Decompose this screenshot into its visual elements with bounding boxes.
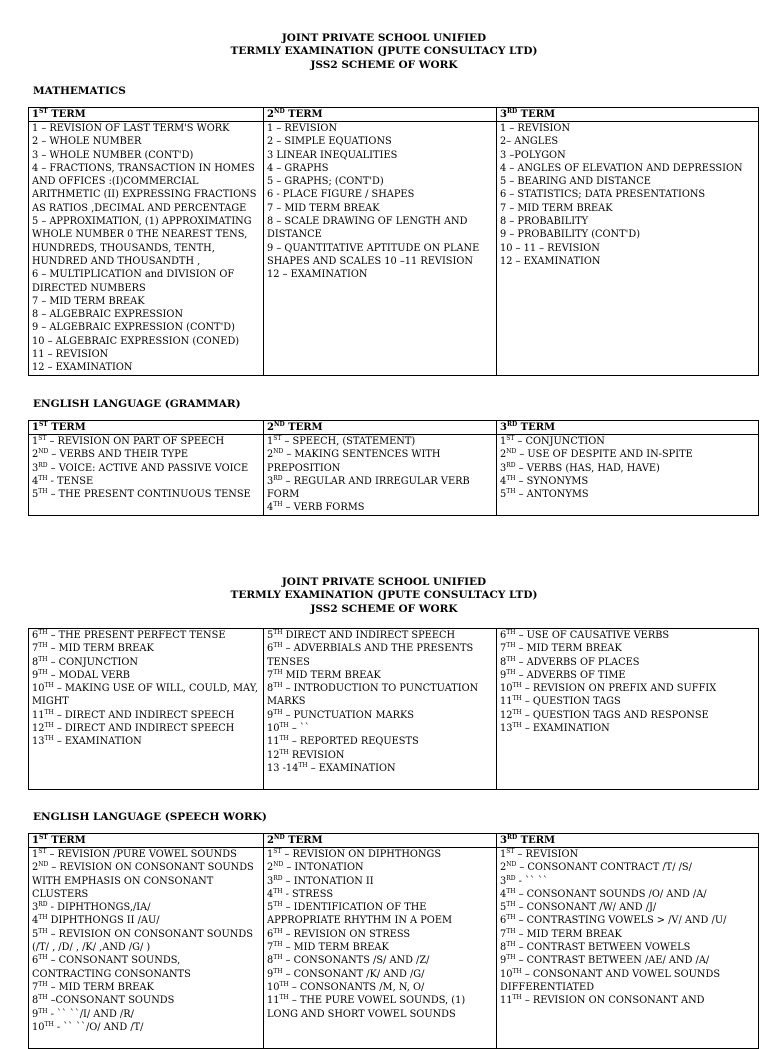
list-item: 9TH – PUNCTUATION MARKS	[267, 708, 415, 721]
table-header-row	[29, 108, 759, 122]
list-item: 6TH – CONSONANT SOUNDS, CONTRACTING CONSONANTS	[32, 954, 191, 980]
term-ordinal-suffix: ST	[38, 421, 48, 428]
speech-term2-cell	[264, 848, 497, 1049]
term-label: TERM	[47, 422, 86, 433]
list-item: 2ND – REVISION ON CONSONANT SOUNDS WITH EMPHASIS ON CONSONANT CLUSTERS	[32, 861, 254, 900]
list-item: 11TH – DIRECT AND INDIRECT SPEECH	[32, 708, 235, 721]
term-header	[29, 834, 264, 848]
term-label: TERM	[284, 422, 323, 433]
list-item: 1ST – REVISION ON DIPHTHONGS	[267, 848, 442, 860]
list-item: 5TH – ANTONYMS	[500, 488, 589, 501]
term-label: TERM	[284, 109, 323, 120]
list-item: 1ST – REVISION /PURE VOWEL SOUNDS	[32, 848, 237, 860]
list-item: 1ST – SPEECH, (STATEMENT)	[267, 435, 416, 447]
term-number: 1	[32, 109, 39, 120]
list-item: 13TH – EXAMINATION	[32, 735, 142, 748]
list-item: 8TH – CONJUNCTION	[32, 655, 138, 668]
list-item: 7TH – MID TERM BREAK	[267, 941, 389, 954]
list-item: 5TH – THE PRESENT CONTINUOUS TENSE	[32, 488, 251, 501]
list-item: 1ST – REVISION ON PART OF SPEECH	[32, 435, 225, 447]
term-ordinal-suffix: RD	[506, 421, 518, 428]
list-item: 10TH – MAKING USE OF WILL, COULD, MAY, MIGHT	[32, 682, 259, 708]
english-speech-title: ENGLISH LANGUAGE (SPEECH WORK)	[33, 811, 267, 823]
scheme-title: JSS2 SCHEME OF WORK	[310, 602, 458, 615]
exam-title: TERMLY EXAMINATION (JPUTE CONSULTACY LTD)	[230, 45, 538, 58]
mathematics-title: MATHEMATICS	[33, 85, 126, 97]
list-item: 10TH – REVISION ON PREFIX AND SUFFIX	[500, 682, 717, 695]
list-item: 8TH – INTRODUCTION TO PUNCTUATION MARKS	[267, 682, 479, 708]
list-item: 13TH – EXAMINATION	[500, 722, 610, 735]
list-item: 11TH – THE PURE VOWEL SOUNDS, (1) LONG AND SHORT VOWEL SOUNDS	[267, 994, 466, 1020]
list-item: 1ST – CONJUNCTION	[500, 435, 605, 447]
term-header	[264, 421, 497, 435]
table-row	[29, 848, 759, 1049]
term-ordinal-suffix: RD	[506, 108, 518, 115]
list-item: 5TH – REVISION ON CONSONANT SOUNDS (/T/ , /D/ , /K/ ,AND /G/ )	[32, 927, 253, 954]
list-item: 6TH – THE PRESENT PERFECT TENSE	[32, 629, 226, 641]
list-item: 13 -14TH – EXAMINATION	[267, 761, 396, 774]
speech-table	[28, 833, 759, 1049]
term-number: 1	[32, 422, 39, 433]
grammar-table-part1	[28, 420, 759, 516]
list-item: 2ND – CONSONANT CONTRACT /T/ /S/	[500, 861, 692, 874]
term-number: 3	[500, 109, 507, 120]
document-header-repeat	[0, 576, 768, 616]
list-item: 1ST – REVISION	[500, 848, 579, 860]
list-item: 8TH –CONSONANT SOUNDS	[32, 994, 175, 1007]
table-header-row	[29, 834, 759, 848]
list-item: 5TH DIRECT AND INDIRECT SPEECH	[267, 629, 456, 641]
list-item: 12TH – QUESTION TAGS AND RESPONSE	[500, 708, 709, 721]
term-number: 2	[267, 422, 274, 433]
term-number: 3	[500, 835, 507, 846]
term-header	[29, 108, 264, 122]
math-term1-cell: 1 – REVISION OF LAST TERM'S WORK 2 – WHOLE NUMBER 3 – WHOLE NUMBER (CONT'D) 4 – FRACTIONS, TRANSACTION IN HOMES AND OFFICES :(I)COMMERCIAL ARITHMETIC (II) EXPRESSING FRACTIONS AS RATIOS ,DECIMAL AND PERCENTAGE 5 – APPROXIMATION, (1) APPROXIMATING WHOLE NUMBER 0 THE NEAREST TENS, HUNDREDS, THOUSANDS, TENTH, HUNDRED AND THOUSANDTH , 6 – MULTIPLICATION and DIVISION OF DIRECTED NUMBERS 7 – MID TERM BREAK 8 – ALGEBRAIC EXPRESSION 9 – ALGEBRAIC EXPRESSION (CONT'D) 10 – ALGEBRAIC EXPRESSION (CONED) 11 – REVISION 12 – EXAMINATION	[29, 122, 264, 376]
scheme-title: JSS2 SCHEME OF WORK	[310, 58, 458, 71]
term-ordinal-suffix: ND	[273, 421, 285, 428]
list-item: 9TH – CONSONANT /K/ AND /G/	[267, 967, 425, 980]
list-item: 3RD – INTONATION II	[267, 874, 374, 887]
list-item: 12TH – DIRECT AND INDIRECT SPEECH	[32, 722, 235, 735]
list-item: 7TH MID TERM BREAK	[267, 668, 381, 681]
list-item: 3RD – VERBS (HAS, HAD, HAVE)	[500, 461, 660, 474]
school-name: JOINT PRIVATE SCHOOL UNIFIED	[281, 576, 487, 588]
term-label: TERM	[517, 109, 556, 120]
list-item: 10TH - `` ``/O/ AND /T/	[32, 1020, 144, 1033]
grammar-term1-cell	[29, 629, 264, 790]
list-item: 2ND – INTONATION	[267, 861, 364, 874]
list-item: 9TH – MODAL VERB	[32, 668, 131, 681]
term-label: TERM	[517, 422, 556, 433]
exam-title: TERMLY EXAMINATION (JPUTE CONSULTACY LTD)	[230, 589, 538, 602]
grammar-term2-cell	[264, 435, 497, 516]
list-item: 6TH – ADVERBIALS AND THE PRESENTS TENSES	[267, 642, 474, 668]
list-item: 8TH – ADVERBS OF PLACES	[500, 655, 640, 668]
table-row	[29, 629, 759, 790]
document-header-top	[0, 32, 768, 72]
list-item: 3RD – VOICE: ACTIVE AND PASSIVE VOICE	[32, 461, 249, 474]
list-item: 8TH – CONSONANTS /S/ AND /Z/	[267, 954, 430, 967]
grammar-table-part2	[28, 628, 759, 790]
list-item: 4TH DIPHTHONGS II /AU/	[32, 914, 160, 927]
term-number: 2	[267, 109, 274, 120]
list-item: 4TH – SYNONYMS	[500, 474, 589, 487]
table-row	[29, 122, 759, 376]
list-item: 9TH – CONTRAST BETWEEN /AE/ AND /A/	[500, 954, 710, 967]
list-item: 11TH – REVISION ON CONSONANT AND	[500, 994, 705, 1007]
school-name: JOINT PRIVATE SCHOOL UNIFIED	[281, 32, 487, 44]
term-label: TERM	[47, 835, 86, 846]
term-label: TERM	[517, 835, 556, 846]
list-item: 12TH REVISION	[267, 748, 345, 761]
term-ordinal-suffix: ST	[38, 108, 48, 115]
grammar-term3-cell	[497, 629, 759, 790]
grammar-term2-cell	[264, 629, 497, 790]
grammar-term1-cell	[29, 435, 264, 516]
table-header-row	[29, 421, 759, 435]
term-ordinal-suffix: ND	[273, 834, 285, 841]
list-item: 10TH – ``	[267, 722, 310, 735]
list-item: 5TH – CONSONANT /W/ AND /J/	[500, 901, 657, 914]
term-number: 1	[32, 835, 39, 846]
list-item: 7TH – MID TERM BREAK	[32, 980, 154, 993]
term-label: TERM	[284, 835, 323, 846]
list-item: 3RD – REGULAR AND IRREGULAR VERB FORM	[267, 474, 470, 501]
math-term3-cell: 1 – REVISION 2– ANGLES 3 –POLYGON 4 – ANGLES OF ELEVATION AND DEPRESSION 5 – BEARING AND DISTANCE 6 – STATISTICS; DATA PRESENTATIONS 7 – MID TERM BREAK 8 – PROBABILITY 9 – PROBABILITY (CONT'D) 10 – 11 – REVISION 12 – EXAMINATION	[497, 122, 759, 376]
table-row	[29, 435, 759, 516]
list-item: 8TH – CONTRAST BETWEEN VOWELS	[500, 941, 691, 954]
list-item: 9TH – ADVERBS OF TIME	[500, 668, 626, 681]
term-number: 3	[500, 422, 507, 433]
term-header	[497, 834, 759, 848]
term-header	[29, 421, 264, 435]
list-item: 10TH – CONSONANT AND VOWEL SOUNDS DIFFERENTIATED	[500, 967, 721, 993]
list-item: 4TH - STRESS	[267, 887, 334, 900]
list-item: 11TH – QUESTION TAGS	[500, 695, 621, 708]
term-ordinal-suffix: ST	[38, 834, 48, 841]
list-item: 6TH – CONTRASTING VOWELS > /V/ AND /U/	[500, 914, 727, 927]
term-header	[264, 834, 497, 848]
term-header	[264, 108, 497, 122]
term-ordinal-suffix: RD	[506, 834, 518, 841]
list-item: 2ND – MAKING SENTENCES WITH PREPOSITION	[267, 448, 441, 474]
term-ordinal-suffix: ND	[273, 108, 285, 115]
list-item: 11TH – REPORTED REQUESTS	[267, 735, 419, 748]
term-number: 2	[267, 835, 274, 846]
list-item: 2ND – VERBS AND THEIR TYPE	[32, 448, 189, 461]
list-item: 3RD - `` ``	[500, 874, 548, 887]
mathematics-table	[28, 107, 759, 376]
list-item: 4TH – VERB FORMS	[267, 501, 365, 514]
term-header	[497, 421, 759, 435]
speech-term3-cell	[497, 848, 759, 1049]
list-item: 7TH – MID TERM BREAK	[500, 642, 622, 655]
list-item: 9TH - `` ``/I/ AND /R/	[32, 1007, 134, 1020]
list-item: 3RD - DIPHTHONGS,/IA/	[32, 901, 151, 914]
list-item: 6TH – REVISION ON STRESS	[267, 927, 411, 940]
speech-term1-cell	[29, 848, 264, 1049]
list-item: 4TH – CONSONANT SOUNDS /O/ AND /A/	[500, 887, 707, 900]
list-item: 2ND – USE OF DESPITE AND IN-SPITE	[500, 448, 693, 461]
list-item: 7TH – MID TERM BREAK	[500, 927, 622, 940]
math-term2-cell: 1 – REVISION 2 – SIMPLE EQUATIONS 3 LINEAR INEQUALITIES 4 – GRAPHS 5 – GRAPHS; (CONT'D) 6 - PLACE FIGURE / SHAPES 7 – MID TERM BREAK 8 – SCALE DRAWING OF LENGTH AND DISTANCE 9 – QUANTITATIVE APTITUDE ON PLANE SHAPES AND SCALES 10 –11 REVISION 12 – EXAMINATION	[264, 122, 497, 376]
list-item: 4TH - TENSE	[32, 474, 94, 487]
list-item: 10TH – CONSONANTS /M, N, O/	[267, 980, 425, 993]
list-item: 6TH – USE OF CAUSATIVE VERBS	[500, 629, 670, 641]
term-label: TERM	[47, 109, 86, 120]
list-item: 5TH – IDENTIFICATION OF THE APPROPRIATE RHYTHM IN A POEM	[267, 901, 453, 927]
term-header	[497, 108, 759, 122]
grammar-term3-cell	[497, 435, 759, 516]
list-item: 7TH – MID TERM BREAK	[32, 642, 154, 655]
english-grammar-title: ENGLISH LANGUAGE (GRAMMAR)	[33, 398, 241, 410]
